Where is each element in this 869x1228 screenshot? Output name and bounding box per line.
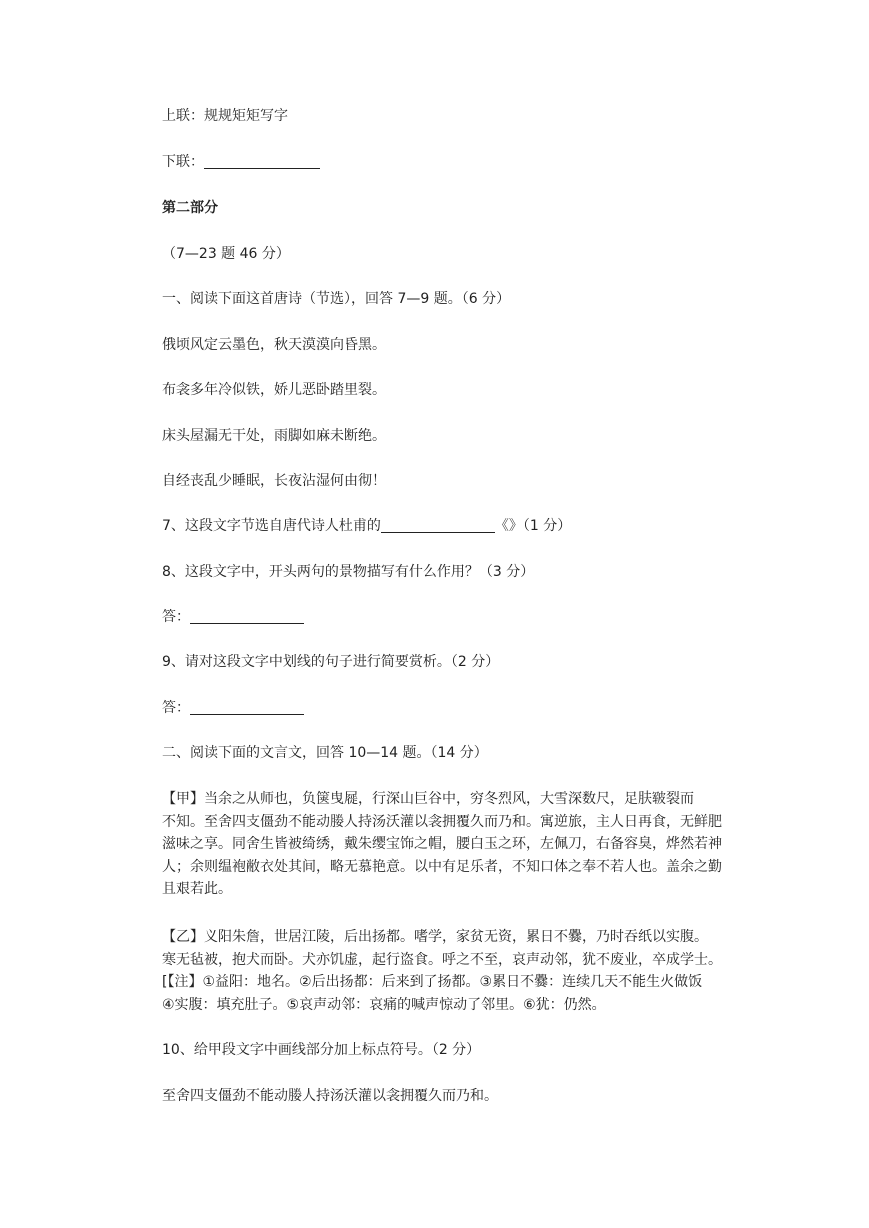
passage-jia-line: 且艰若此。 [162, 881, 232, 897]
answer-9-blank[interactable] [190, 698, 304, 715]
poem-line: 布衾多年冷似铁，娇儿恶卧踏里裂。 [162, 382, 386, 398]
passage-yi-line: ④实腹：填充肚子。⑤哀声动邻：哀痛的喊声惊动了邻里。⑥犹：仍然。 [162, 996, 606, 1013]
couplet-lower-blank[interactable] [204, 152, 320, 169]
couplet-upper [162, 106, 288, 126]
answer-label: 答： [162, 609, 190, 625]
couplet-upper-text: 规规矩矩写字 [204, 108, 288, 124]
passage-jia [162, 788, 742, 901]
question-10-text: 至舍四支僵劲不能动媵人持汤沃灌以衾拥覆久而乃和。 [162, 1088, 498, 1104]
passage-jia-line: 【甲】当余之从师也，负箧曳屣，行深山巨谷中，穷冬烈风，大雪深数尺，足肤皲裂而 [162, 791, 694, 807]
poem-line: 俄顷风定云墨色，秋天漠漠向昏黑。 [162, 337, 386, 353]
couplet-lower [162, 152, 320, 172]
answer-8 [162, 607, 304, 627]
question-8: 8、这段文字中，开头两句的景物描写有什么作用？（3 分） [162, 564, 535, 580]
passage-yi [162, 926, 742, 1016]
section-range: （7—23 题 46 分） [162, 246, 290, 262]
answer-9 [162, 698, 304, 718]
part2-instruction: 二、阅读下面的文言文，回答 10—14 题。（14 分） [162, 745, 488, 761]
question-7 [162, 516, 571, 536]
poem-line: 床头屋漏无干处，雨脚如麻未断绝。 [162, 428, 386, 444]
couplet-lower-label: 下联： [162, 154, 204, 170]
answer-label: 答： [162, 700, 190, 716]
passage-yi-line: [【注】①益阳：地名。②后出扬都：后来到了扬都。③累日不爨：连续几天不能生火做饭 [162, 974, 703, 990]
passage-yi-line: 寒无毡被，抱犬而卧。犬亦饥虚，起行盗食。呼之不至，哀声动邻，犹不废业，卒成学士。 [162, 951, 722, 968]
couplet-upper-label: 上联： [162, 108, 204, 124]
passage-yi-line: 【乙】义阳朱詹，世居江陵，后出扬都。嗜学，家贫无资，累日不爨，乃时吞纸以实腹。 [162, 929, 708, 945]
question-9: 9、请对这段文字中划线的句子进行简要赏析。（2 分） [162, 654, 500, 670]
answer-8-blank[interactable] [190, 607, 304, 624]
passage-jia-line: 不知。至舍四支僵劲不能动媵人持汤沃灌以衾拥覆久而乃和。寓逆旅，主人日再食，无鲜肥 [162, 813, 722, 830]
passage-jia-line: 人；余则缊袍敝衣处其间，略无慕艳意。以中有足乐者，不知口体之奉不若人也。盖余之勤 [162, 858, 722, 875]
part1-instruction: 一、阅读下面这首唐诗（节选），回答 7—9 题。（6 分） [162, 291, 511, 307]
poem-line: 自经丧乱少睡眠，长夜沾湿何由彻！ [162, 473, 386, 489]
q7-suffix: 《》（1 分） [494, 518, 572, 534]
section-title: 第二部分 [162, 200, 218, 216]
passage-jia-line: 滋味之享。同舍生皆被绮绣，戴朱缨宝饰之帽，腰白玉之环，左佩刀，右备容臭，烨然若神 [162, 836, 722, 852]
q7-prefix: 7、这段文字节选自唐代诗人杜甫的 [162, 518, 381, 534]
question-10: 10、给甲段文字中画线部分加上标点符号。（2 分） [162, 1042, 481, 1058]
q7-blank[interactable] [381, 516, 495, 533]
